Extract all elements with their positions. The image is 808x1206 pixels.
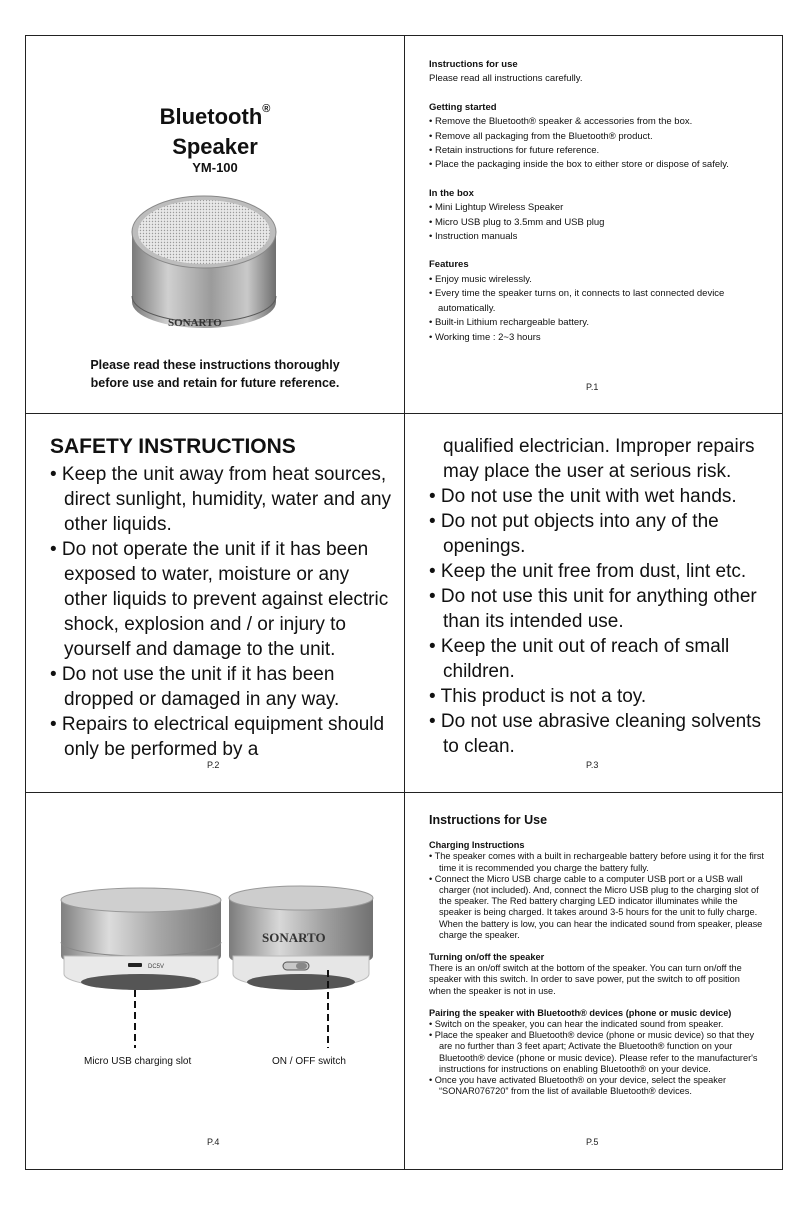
list-item: • Connect the Micro USB charge cable to a computer USB port or a USB wall charger (not included). And, connect the Micro USB plug to the charging slot of the speaker. The Red battery charging LED indicator illuminates while the speaker is being charged. It takes around 3-5 hours for the unit to fully charge. When the battery is low, you can hear the indicated sound from speaker, please charge the speaker. [429,873,763,940]
safety-list [50,462,395,762]
list-item: • Place the speaker and Bluetooth® device (phone or music device) so that they are no further than 3 feet apart; Activate the Bluetooth® function on your Bluetooth® device (phone or music device). Please refer to the manufacturer's instructions for instructions on enabling Bluetooth® on your device. [429,1030,758,1074]
in-box-list [429,201,769,244]
getting-started-list [429,115,769,173]
list-item: • Working time : 2~3 hours [429,331,541,343]
features-heading: Features [429,259,469,271]
page-number: P.5 [586,1137,599,1147]
speaker-brand-mark: SONARTO [262,930,326,945]
list-item: • Repairs to electrical equipment should only be performed by a [50,714,385,760]
list-item: • Do not put objects into any of the openings. [429,511,719,557]
page-5-panel [405,793,783,1170]
list-item: • Do not use the unit with wet hands. [429,486,737,507]
booklet-grid [25,35,783,1170]
page-number: P.3 [586,760,599,770]
getting-started-heading: Getting started [429,101,497,113]
cover-title [26,94,404,162]
speaker-illustration [124,184,284,344]
instructions-intro: Please read all instructions carefully. [429,73,583,85]
speaker-usb-side-illustration [56,878,226,1058]
cover-note-line1: Please read these instructions thoroughly [90,358,340,372]
instructions-heading: Instructions for use [429,59,518,70]
safety-continued-content [429,434,774,759]
turning-text: There is an on/off switch at the bottom of the speaker. You can turn on/off the speaker with this switch. In order to save power, put the switch to off position when the speaker is not in use. [429,963,742,996]
list-item: • Do not use abrasive cleaning solvents to clean. [429,711,761,757]
registered-mark: ® [262,103,271,115]
pairing-list [429,1019,764,1097]
list-item: • Retain instructions for future reference. [429,145,600,157]
cover-title-line2: Speaker [172,134,258,159]
charging-heading: Charging Instructions [429,840,525,851]
usb-slot-caption: Micro USB charging slot [84,1056,192,1067]
cover-panel [26,36,404,413]
list-item: • Remove all packaging from the Bluetooth® product. [429,130,653,142]
list-item: • Keep the unit free from dust, lint etc. [429,561,747,582]
speaker-brand-mark: SONARTO [168,317,222,329]
list-item: • Enjoy music wirelessly. [429,273,532,285]
list-item: • Place the packaging inside the box to either store or dispose of safely. [429,159,729,171]
features-list [429,273,769,345]
page-number: P.2 [207,760,220,770]
safety-list-continued [429,484,774,759]
instructions-for-use-heading: Instructions for Use [429,813,548,827]
port-label: DC5V [148,964,165,970]
page-4-panel [26,793,404,1170]
list-item: • Remove the Bluetooth® speaker & accessories from the box. [429,116,693,128]
list-item: • This product is not a toy. [429,686,647,707]
page-3-panel [405,414,783,792]
page-number: P.1 [586,382,599,392]
cover-title-line1: Bluetooth [159,104,263,129]
list-item: • Mini Lightup Wireless Speaker [429,202,564,214]
model-number: YM-100 [192,160,238,175]
safety-heading: SAFETY INSTRUCTIONS [50,435,296,458]
list-item: • Do not use this unit for anything other than its intended use. [429,586,757,632]
list-item: • Once you have activated Bluetooth® on your device, select the speaker “SONAR076720” from the list of available Bluetooth® devices. [429,1075,727,1097]
charging-list [429,851,764,941]
safety-continuation: qualified electrician. Improper repairs may place the user at serious risk. [443,436,755,482]
list-item: • Built-in Lithium rechargeable battery. [429,317,589,329]
list-item: • Keep the unit away from heat sources, direct sunlight, humidity, water and any other liquids. [50,464,392,535]
list-item: • Every time the speaker turns on, it connects to last connected device automatically. [429,288,725,314]
list-item: • Do not operate the unit if it has been exposed to water, moisture or any other liquids to prevent against electric shock, explosion and / or injury to yourself and damage to the unit. [50,539,389,660]
turning-heading: Turning on/off the speaker [429,952,545,963]
pairing-heading: Pairing the speaker with Bluetooth® devices (phone or music device) [429,1007,732,1018]
page-number: P.4 [207,1137,220,1147]
cover-note [26,356,404,392]
list-item: • Keep the unit out of reach of small children. [429,636,730,682]
list-item: • Do not use the unit if it has been dropped or damaged in any way. [50,664,340,710]
list-item: • The speaker comes with a built in rechargeable battery before using it for the first time it is recommended you charge the battery fully. [429,851,764,873]
page-2-panel [26,414,404,792]
page-1-content [429,58,769,345]
list-item: • Micro USB plug to 3.5mm and USB plug [429,216,605,228]
page-5-content [429,815,764,1097]
list-item: • Instruction manuals [429,231,518,243]
speaker-switch-side-illustration [221,878,386,1058]
safety-content [50,434,395,762]
in-box-heading: In the box [429,187,474,199]
switch-caption: ON / OFF switch [272,1056,346,1067]
cover-note-line2: before use and retain for future reference. [90,376,340,390]
page-1-panel [405,36,783,413]
list-item: • Switch on the speaker, you can hear the indicated sound from speaker. [429,1019,724,1030]
